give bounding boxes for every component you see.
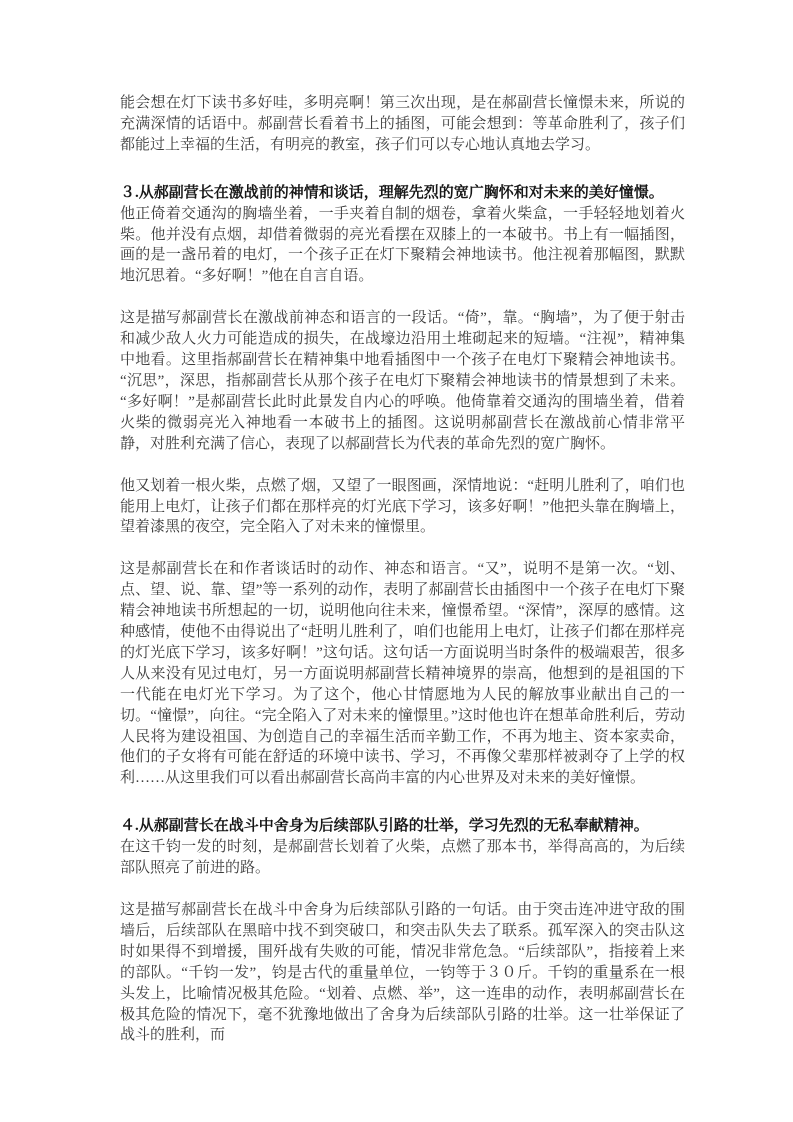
document-text-block (120, 93, 685, 1046)
analysis-paragraph-sacrifice: 这是描写郝副营长在战斗中舍身为后续部队引路的一句话。由于突击连冲进守敌的围墙后，后续部队在黑暗中找不到突破口，和突击队失去了联系。孤军深入的突击队这时如果得不到增援，围歼战有失败的可能，情况非常危急。“后续部队”，指接着上来的部队。“千钧一发”，钧是古代的重量单位，一钧等于３０斤。千钧的重量系在一根头发上，比喻情况极其危险。“划着、点燃、举”，这一连串的动作，表明郝副营长在极其危险的情况下，毫不犹豫地做出了舍身为后续部队引路的壮举。这一壮举保证了战斗的胜利，而 (120, 902, 685, 1044)
section-heading-4: ４.从郝副营长在战斗中舍身为后续部队引路的壮举，学习先烈的无私奉献精神。 (120, 818, 649, 835)
quoted-passage-battle-eve: 他正倚着交通沟的胸墙坐着，一手夹着自制的烟卷，拿着火柴盒，一手轻轻地划着火柴。他并没有点烟，却借着微弱的亮光看摆在双膝上的一本破书。书上有一幅插图，画的是一盏吊着的电灯，一个孩子正在灯下聚精会神地读书。他注视着那幅图，默默地沉思着。“多好啊！”他在自言自语。 (120, 205, 685, 285)
quoted-passage-critical-moment: 在这千钧一发的时刻，是郝副营长划着了火柴，点燃了那本书，举得高高的，为后续部队照亮了前进的路。 (120, 839, 685, 877)
quoted-passage-match-lighting: 他又划着一根火柴，点燃了烟，又望了一眼图画，深情地说：“赶明儿胜利了，咱们也能用上电灯，让孩子们都在那样亮的灯光底下学习，该多好啊！”他把头靠在胸墙上，望着漆黑的夜空，完全陷入了对未来的憧憬里。 (120, 477, 685, 536)
analysis-paragraph-battle-eve: 这是描写郝副营长在激战前神态和语言的一段话。“倚”，靠。“胸墙”，为了便于射击和减少敌人火力可能造成的损失，在战壕边沿用土堆砌起来的短墙。“注视”，精神集中地看。这里指郝副营长在精神集中地看插图中一个孩子在电灯下聚精会神地读书。“沉思”，深思，指郝副营长从那个孩子在电灯下聚精会神地读书的情景想到了未来。“多好啊！”是郝副营长此时此景发自内心的呼唤。他倚靠着交通沟的围墙坐着，借着火柴的微弱亮光入神地看一本破书上的插图。这说明郝副营长在激战前心情非常平静，对胜利充满了信心，表现了以郝副营长为代表的革命先烈的宽广胸怀。 (120, 310, 685, 452)
analysis-paragraph-conversation: 这是郝副营长在和作者谈话时的动作、神态和语言。“又”，说明不是第一次。“划、点、望、说、靠、望”等一系列的动作，表明了郝副营长由插图中一个孩子在电灯下聚精会神地读书所想起的一切，说明他向往未来，憧憬希望。“深情”，深厚的感情。这种感情，使他不由得说出了“赶明儿胜利了，咱们也能用上电灯，让孩子们都在那样亮的灯光底下学习，该多好啊！”这句话。这句话一方面说明当时条件的极端艰苦，很多人从来没有见过电灯，另一方面说明郝副营长精神境界的崇高，他想到的是祖国的下一代能在电灯光下学习。为了这个，他心甘情愿地为人民的解放事业献出自己的一切。“憧憬”，向往。“完全陷入了对未来的憧憬里。”这时他也许在想革命胜利后，劳动人民将为建设祖国、为创造自己的幸福生活而辛勤工作，不再为地主、资本家卖命，他们的子女将有可能在舒适的环境中读书、学习，不再像父辈那样被剥夺了上学的权利……从这里我们可以看出郝副营长高尚丰富的内心世界及对未来的美好憧憬。 (120, 561, 685, 787)
paragraph-continuation: 能会想在灯下读书多好哇，多明亮啊！第三次出现，是在郝副营长憧憬未来，所说的充满深情的话语中。郝副营长看着书上的插图，可能会想到：等革命胜利了，孩子们都能过上幸福的生活，有明亮的教室，孩子们可以专心地认真地去学习。 (120, 95, 685, 153)
section-heading-3: ３.从郝副营长在激战前的神情和谈话，理解先烈的宽广胸怀和对未来的美好憧憬。 (120, 184, 664, 201)
